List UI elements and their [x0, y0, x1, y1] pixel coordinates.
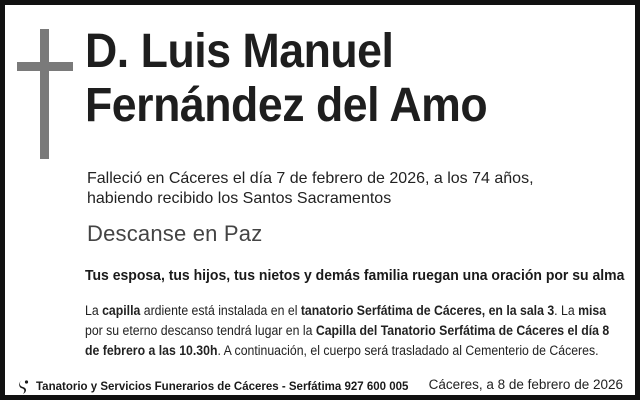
cross-vertical-bar: [40, 29, 49, 159]
details-text-3: . La: [554, 303, 579, 318]
family-prayer-request: Tus esposa, tus hijos, tus nietos y demás familia ruegan una oración por su alma: [85, 268, 625, 284]
rest-in-peace: Descanse en Paz: [87, 221, 263, 246]
serfatima-logo-icon: [18, 379, 30, 395]
details-text-1: La: [85, 303, 103, 318]
death-announcement-line-2: habiendo recibido los Santos Sacramentos: [87, 190, 392, 207]
funeral-home-contact: Tanatorio y Servicios Funerarios de Cáceres - Serfátima 927 600 005: [36, 381, 409, 393]
deceased-name: [85, 25, 597, 133]
details-text-2: ardiente está instalada en el: [140, 303, 301, 318]
death-announcement-line-1: Falleció en Cáceres el día 7 de febrero de 2026, a los 74 años,: [87, 170, 534, 187]
details-bold-mass-place-time: Capilla del Tanatorio Serfátima de Cáceres el día 8 de febrero a las 10.30h: [85, 323, 610, 358]
details-bold-mass: misa: [578, 303, 607, 318]
cross-horizontal-bar: [17, 62, 73, 71]
details-text-5: . A continuación, el cuerpo será trasladado al Cementerio de Cáceres.: [217, 343, 599, 358]
deceased-name-line-2: Fernández del Amo: [85, 79, 488, 132]
place-and-date: Cáceres, a 8 de febrero de 2026: [428, 377, 623, 392]
funeral-details: [85, 301, 613, 361]
details-text-4: por su eterno descanso tendrá lugar en la: [85, 323, 316, 338]
cross-icon: [17, 29, 73, 159]
details-bold-chapel: capilla: [102, 303, 141, 318]
funeral-home-credit: [18, 379, 408, 395]
deceased-name-line-1: D. Luis Manuel: [85, 25, 394, 78]
death-announcement: [87, 169, 637, 209]
details-bold-funeral-home: tanatorio Serfátima de Cáceres, en la sala 3: [300, 303, 555, 318]
